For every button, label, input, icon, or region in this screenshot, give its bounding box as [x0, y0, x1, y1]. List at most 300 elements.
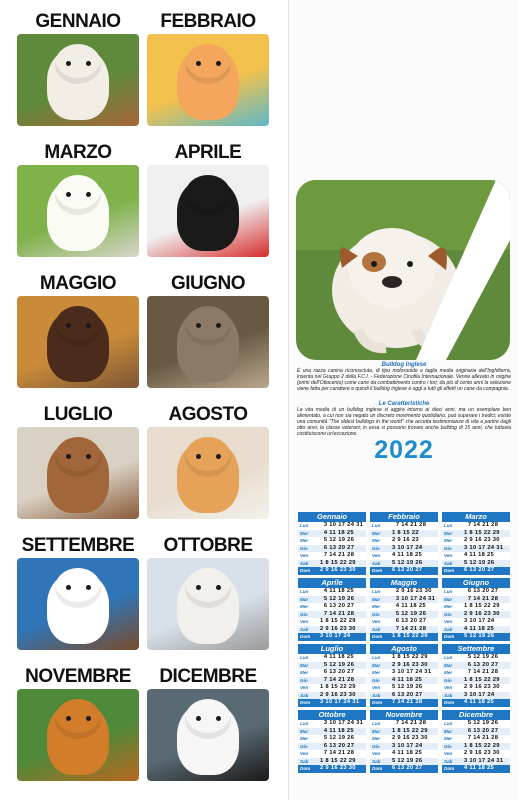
day-label: Gio	[300, 611, 308, 617]
day-label: Mer	[372, 670, 381, 675]
day-label: Mer	[372, 736, 381, 741]
calendar-week-row	[298, 545, 366, 553]
calendar-week-row	[298, 750, 366, 758]
calendar-week-row	[298, 530, 366, 538]
calendar-week-row	[298, 537, 366, 545]
calendar-week-row	[370, 743, 438, 751]
day-label: Mar	[372, 728, 381, 734]
calendar-week-row	[442, 522, 510, 530]
day-numbers: 5 12 19 26	[464, 633, 495, 639]
calendar-month-title: Gennaio	[298, 512, 366, 522]
calendar-week-row	[370, 677, 438, 685]
day-label: Ven	[300, 619, 309, 624]
day-label: Dom	[372, 568, 383, 573]
hero-photo-bulldog	[296, 180, 510, 360]
day-numbers: 5 12 19 26	[392, 610, 427, 617]
day-label: Gio	[444, 545, 452, 551]
month-tile-marzo	[17, 141, 139, 257]
article-subtitle: Le Caratteristiche	[378, 401, 430, 407]
day-label: Ven	[372, 751, 381, 756]
day-numbers: 4 11 18 25	[320, 654, 354, 660]
calendar-month-aprile	[298, 578, 366, 642]
calendar-week-row	[442, 677, 510, 685]
calendar-week-row	[298, 728, 366, 736]
day-numbers: 4 11 18 25	[464, 765, 495, 771]
day-numbers: 3 10 17 24	[464, 691, 495, 698]
month-tile-gennaio	[17, 10, 139, 126]
ginger-kitten-photo	[147, 427, 269, 519]
day-numbers: 6 13 20 27	[320, 544, 355, 551]
calendar-week-row	[370, 611, 438, 619]
day-label: Mer	[444, 670, 453, 675]
calendar-week-row	[298, 677, 366, 685]
day-numbers: 3 10 17 24	[392, 742, 423, 749]
day-label: Sab	[372, 758, 381, 764]
day-numbers: 6 13 20 27	[464, 661, 499, 668]
day-numbers: 6 13 20 27	[320, 669, 355, 675]
day-label: Lun	[444, 589, 453, 594]
dachshund-puppy-photo	[17, 296, 139, 388]
calendar-week-row	[370, 669, 438, 677]
calendar-week-row	[442, 728, 510, 736]
day-numbers: 5 12 19 26	[392, 559, 423, 566]
day-numbers: 1 8 15 22	[392, 529, 419, 536]
black-kitten-photo	[147, 165, 269, 257]
day-numbers: 5 12 19 26	[320, 595, 355, 602]
day-numbers: 1 8 15 22 29	[320, 618, 356, 624]
day-label: Gio	[444, 611, 452, 617]
calendar-week-row	[370, 618, 438, 626]
day-numbers: 7 14 21 28	[392, 720, 427, 726]
day-numbers: 7 14 21 28	[320, 610, 355, 617]
month-name: MAGGIO	[39, 273, 117, 294]
day-numbers: 5 12 19 26	[320, 661, 355, 668]
day-label: Dom	[444, 766, 455, 771]
calendar-week-row	[370, 596, 438, 604]
day-numbers: 3 10 17 24	[320, 633, 351, 639]
day-label: Ven	[300, 685, 309, 690]
day-numbers: 4 11 18 25	[320, 529, 354, 536]
day-numbers: 7 14 21 28	[320, 676, 355, 683]
day-numbers: 3 10 17 24	[464, 618, 495, 624]
calendar-week-row	[298, 720, 366, 728]
calendar-week-row	[442, 618, 510, 626]
day-numbers: 4 11 18 25	[392, 552, 423, 558]
month-tile-agosto	[147, 403, 269, 519]
calendar-week-row	[298, 669, 366, 677]
calendar-week-row	[298, 567, 366, 575]
day-numbers: 3 10 17 24	[392, 544, 423, 551]
calendar-week-row	[370, 567, 438, 575]
day-label: Ven	[444, 685, 453, 690]
day-label: Mar	[372, 662, 381, 668]
calendar-month-dicembre	[442, 710, 510, 774]
month-tile-ottobre	[147, 534, 269, 650]
month-tile-aprile	[147, 141, 269, 257]
calendar-month-agosto	[370, 644, 438, 708]
day-label: Mar	[372, 596, 381, 602]
day-label: Mar	[372, 530, 381, 536]
day-numbers: 1 8 15 22 29	[392, 633, 428, 639]
calendar-week-row	[442, 654, 510, 662]
day-label: Gio	[372, 677, 380, 683]
day-numbers: 5 12 19 26	[392, 757, 423, 764]
calendar-week-row	[442, 626, 510, 634]
calendar-week-row	[370, 758, 438, 766]
calendar-month-title: Aprile	[298, 578, 366, 588]
day-label: Gio	[444, 677, 452, 683]
day-label: Sab	[300, 758, 309, 764]
calendar-year: 2022	[374, 436, 434, 464]
day-numbers: 3 10 17 24 31	[320, 699, 360, 705]
calendar-week-row	[298, 692, 366, 700]
calendar-week-row	[370, 522, 438, 530]
month-name: AGOSTO	[168, 404, 248, 425]
month-name: GENNAIO	[35, 11, 121, 32]
day-numbers: 1 8 15 22 29	[392, 727, 428, 734]
day-label: Mer	[372, 604, 381, 609]
month-name: SETTEMBRE	[21, 535, 135, 556]
article-section-1	[297, 362, 511, 392]
day-numbers: 2 9 16 23 30	[320, 625, 356, 632]
calendar-week-row	[442, 743, 510, 751]
calendar-month-title: Settembre	[442, 644, 510, 654]
day-label: Mer	[444, 604, 453, 609]
day-numbers: 6 13 20 27	[464, 588, 499, 594]
poodle-puppy-photo	[17, 427, 139, 519]
calendar-week-row	[442, 603, 510, 611]
day-label: Sab	[444, 692, 453, 698]
article-section-2	[297, 401, 511, 437]
calendar-week-row	[370, 560, 438, 568]
day-label: Dom	[444, 634, 455, 639]
calendar-week-row	[370, 662, 438, 670]
calendar-week-row	[298, 560, 366, 568]
calendar-week-row	[370, 626, 438, 634]
calendar-week-row	[442, 545, 510, 553]
day-label: Dom	[300, 568, 311, 573]
calendar-week-row	[370, 588, 438, 596]
day-numbers: 1 8 15 22 29	[392, 654, 428, 660]
calendar-month-luglio	[298, 644, 366, 708]
calendar-week-row	[370, 735, 438, 743]
month-name: FEBBRAIO	[160, 11, 256, 32]
day-numbers: 6 13 20 27	[320, 742, 355, 749]
calendar-week-row	[298, 699, 366, 707]
day-label: Mer	[300, 736, 309, 741]
calendar-month-marzo	[442, 512, 510, 576]
calendar-week-row	[370, 692, 438, 700]
calendar-week-row	[442, 552, 510, 560]
calendar-week-row	[298, 552, 366, 560]
calendar-month-novembre	[370, 710, 438, 774]
day-label: Dom	[372, 700, 383, 705]
day-label: Dom	[444, 700, 455, 705]
calendar-week-row	[370, 537, 438, 545]
month-name: DICEMBRE	[159, 666, 257, 687]
day-numbers: 1 8 15 22 29	[464, 529, 500, 536]
calendar-week-row	[442, 588, 510, 596]
calendar-week-row	[298, 735, 366, 743]
day-label: Gio	[372, 545, 380, 551]
calendar-week-row	[442, 669, 510, 677]
day-numbers: 6 13 20 27	[392, 691, 423, 698]
day-label: Mar	[444, 530, 453, 536]
day-numbers: 2 9 16 23 30	[392, 735, 428, 741]
day-numbers: 2 9 16 23 30	[392, 588, 432, 594]
day-label: Mer	[444, 538, 453, 543]
day-label: Mar	[444, 662, 453, 668]
day-numbers: 3 10 17 24 31	[320, 522, 364, 528]
calendar-week-row	[442, 684, 510, 692]
day-numbers: 6 13 20 27	[392, 765, 423, 771]
calendar-month-settembre	[442, 644, 510, 708]
day-label: Lun	[372, 721, 381, 726]
calendar-week-row	[442, 611, 510, 619]
month-name: NOVEMBRE	[25, 666, 131, 687]
calendar-week-row	[442, 662, 510, 670]
calendar-week-row	[298, 522, 366, 530]
article-title: Bulldog Inglese	[381, 362, 427, 368]
month-name: APRILE	[174, 142, 242, 163]
day-label: Lun	[300, 523, 309, 528]
day-label: Gio	[300, 743, 308, 749]
day-label: Mar	[444, 596, 453, 602]
day-numbers: 7 14 21 28	[464, 669, 499, 675]
day-label: Ven	[444, 553, 453, 558]
calendar-month-title: Marzo	[442, 512, 510, 522]
day-numbers: 3 10 17 24 31	[320, 720, 364, 726]
month-tile-febbraio	[147, 10, 269, 126]
month-name: GIUGNO	[170, 273, 246, 294]
day-label: Mer	[372, 538, 381, 543]
month-tile-maggio	[17, 272, 139, 388]
bulldog-photo	[296, 180, 510, 360]
calendar-month-gennaio	[298, 512, 366, 576]
day-numbers: 3 10 17 24 31	[464, 544, 504, 551]
calendar-week-row	[298, 618, 366, 626]
calendar-week-row	[370, 654, 438, 662]
calendar-week-row	[442, 758, 510, 766]
article-paragraph: La vita media di un bulldog inglese si aggira intorno ai dieci anni, ma un esemplare ben alimentato, a cui non sia negato un discreto movimento quotidiano, può superare i tredici; esiste una comunità "The oldest bulldogs in the world" che accetta testimonianze di vita a partire dagli otto anni, la classe veterani; in essa si possono trovare anche bulldog di 15 anni, che tuttavia costituiscono un'eccezione.	[297, 407, 511, 437]
calendar-week-row	[370, 728, 438, 736]
calendar-week-row	[442, 596, 510, 604]
day-numbers: 7 14 21 28	[320, 552, 355, 558]
day-label: Lun	[372, 523, 381, 528]
calendar-week-row	[442, 530, 510, 538]
day-numbers: 3 10 17 24 31	[392, 669, 432, 675]
day-label: Sab	[300, 626, 309, 632]
day-label: Dom	[300, 766, 311, 771]
calendar-week-row	[370, 765, 438, 773]
day-label: Mar	[300, 530, 309, 536]
day-label: Gio	[372, 611, 380, 617]
day-numbers: 5 12 19 26	[464, 559, 495, 566]
day-label: Sab	[300, 692, 309, 698]
month-tile-giugno	[147, 272, 269, 388]
day-numbers: 4 11 18 25	[392, 676, 423, 683]
article-paragraph: È una razza canina riconosciuta, di tipo molossoide e taglia media originaria dell'Inghilterra, inserita nel Gruppo 2 della F.C.I. - Federazione Cinofila Internazionale. Venne allevato in origine (primi dell'Ottocento) come cane da combattimento contro i tori; da più di cento anni la selezione viene fatta per carattere e quindi il bulldog inglese è oggi a tutti gli effetti un cane da compagnia.	[297, 368, 511, 392]
day-numbers: 5 12 19 26	[320, 537, 355, 543]
calendar-month-title: Novembre	[370, 710, 438, 720]
calendar-week-row	[298, 662, 366, 670]
day-numbers: 2 9 16 23 30	[464, 610, 500, 617]
day-numbers: 4 11 18 25	[464, 625, 495, 632]
calendar-week-row	[298, 596, 366, 604]
day-numbers: 7 14 21 28	[464, 522, 499, 528]
day-label: Ven	[300, 553, 309, 558]
day-label: Lun	[444, 721, 453, 726]
calendar-week-row	[370, 633, 438, 641]
calendar-month-title: Luglio	[298, 644, 366, 654]
day-label: Lun	[444, 655, 453, 660]
day-label: Mer	[300, 670, 309, 675]
calendar-week-row	[370, 552, 438, 560]
day-numbers: 7 14 21 28	[392, 699, 423, 705]
day-label: Mar	[300, 728, 309, 734]
day-label: Gio	[444, 743, 452, 749]
day-label: Mar	[300, 596, 309, 602]
calendar-week-row	[442, 699, 510, 707]
day-label: Dom	[300, 700, 311, 705]
day-numbers: 2 9 16 23	[392, 537, 419, 543]
day-numbers: 2 9 16 23 30	[320, 691, 356, 698]
day-numbers: 2 9 16 23 30	[392, 661, 428, 668]
day-numbers: 7 14 21 28	[320, 750, 355, 756]
day-numbers: 4 11 18 25	[320, 588, 354, 594]
day-label: Sab	[372, 692, 381, 698]
day-label: Sab	[300, 560, 309, 566]
calendar-month-ottobre	[298, 710, 366, 774]
day-numbers: 6 13 20 27	[464, 567, 495, 573]
jack-russell-dog-photo	[17, 558, 139, 650]
day-numbers: 3 10 17 24 31	[392, 595, 436, 602]
calendar-month-title: Maggio	[370, 578, 438, 588]
month-name: MARZO	[44, 142, 112, 163]
calendar-week-row	[298, 626, 366, 634]
day-numbers: 7 14 21 28	[392, 625, 427, 632]
calendar-week-row	[442, 735, 510, 743]
calendar-week-row	[442, 765, 510, 773]
day-numbers: 1 8 15 22 29	[464, 676, 500, 683]
day-label: Ven	[372, 685, 381, 690]
calendar-week-row	[298, 684, 366, 692]
day-label: Lun	[300, 589, 309, 594]
day-numbers: 7 14 21 28	[464, 735, 499, 741]
day-numbers: 2 9 16 23 30	[320, 567, 356, 573]
day-numbers: 5 12 19 26	[392, 684, 423, 690]
day-numbers: 2 9 16 23 30	[464, 684, 500, 690]
calendar-week-row	[442, 720, 510, 728]
calendar-week-row	[442, 537, 510, 545]
day-numbers: 1 8 15 22 29	[320, 757, 356, 764]
day-label: Ven	[372, 619, 381, 624]
day-label: Mer	[300, 604, 309, 609]
day-label: Dom	[372, 766, 383, 771]
day-numbers: 4 11 18 25	[320, 727, 354, 734]
day-numbers: 4 11 18 25	[464, 699, 495, 705]
day-numbers: 6 13 20 27	[320, 603, 355, 609]
day-label: Dom	[444, 568, 455, 573]
month-tile-dicembre	[147, 665, 269, 781]
ragdoll-cat-photo	[147, 558, 269, 650]
day-numbers: 2 9 16 23 30	[464, 750, 500, 756]
calendar-week-row	[298, 633, 366, 641]
month-name: OTTOBRE	[163, 535, 253, 556]
day-numbers: 5 12 19 26	[320, 735, 355, 741]
calendar-month-title: Ottobre	[298, 710, 366, 720]
calendar-month-maggio	[370, 578, 438, 642]
day-numbers: 5 12 19 26	[464, 654, 499, 660]
day-label: Lun	[300, 721, 309, 726]
day-label: Gio	[300, 677, 308, 683]
day-label: Ven	[444, 751, 453, 756]
day-label: Sab	[444, 560, 453, 566]
calendar-month-title: Giugno	[442, 578, 510, 588]
calendar-week-row	[370, 750, 438, 758]
day-numbers: 6 13 20 27	[464, 727, 499, 734]
day-numbers: 6 13 20 27	[392, 567, 423, 573]
calendar-week-row	[442, 560, 510, 568]
calendar-week-row	[370, 545, 438, 553]
white-samoyed-puppy-photo	[17, 165, 139, 257]
day-label: Sab	[444, 626, 453, 632]
day-label: Lun	[372, 589, 381, 594]
calendar-week-row	[298, 611, 366, 619]
calendar-week-row	[442, 633, 510, 641]
day-label: Lun	[372, 655, 381, 660]
day-label: Dom	[372, 634, 383, 639]
day-numbers: 1 8 15 22 29	[320, 684, 356, 690]
pomeranian-dog-photo	[17, 689, 139, 781]
calendar-week-row	[298, 588, 366, 596]
day-numbers: 1 8 15 22 29	[464, 742, 500, 749]
black-white-cat-photo	[147, 689, 269, 781]
day-label: Sab	[444, 758, 453, 764]
bulldog-puppy-photo	[17, 34, 139, 126]
calendar-week-row	[370, 530, 438, 538]
day-label: Gio	[372, 743, 380, 749]
month-tile-luglio	[17, 403, 139, 519]
day-numbers: 2 9 16 23 30	[464, 537, 500, 543]
day-numbers: 4 11 18 25	[392, 750, 423, 756]
day-label: Mar	[444, 728, 453, 734]
day-numbers: 3 10 17 24 31	[464, 757, 504, 764]
calendar-week-row	[442, 567, 510, 575]
calendar-week-row	[298, 654, 366, 662]
day-label: Mer	[300, 538, 309, 543]
calendar-month-giugno	[442, 578, 510, 642]
tabby-cat-photo	[147, 296, 269, 388]
calendar-month-title: Dicembre	[442, 710, 510, 720]
calendar-week-row	[370, 603, 438, 611]
day-label: Ven	[300, 751, 309, 756]
day-numbers: 1 8 15 22 29	[320, 559, 356, 566]
day-label: Ven	[372, 553, 381, 558]
day-label: Mer	[444, 736, 453, 741]
day-label: Dom	[300, 634, 311, 639]
day-label: Gio	[300, 545, 308, 551]
calendar-week-row	[442, 750, 510, 758]
day-label: Sab	[372, 560, 381, 566]
calendar-month-febbraio	[370, 512, 438, 576]
day-label: Ven	[444, 619, 453, 624]
day-numbers: 4 11 18 25	[392, 603, 426, 609]
calendar-week-row	[298, 765, 366, 773]
calendar-week-row	[298, 758, 366, 766]
day-numbers: 7 14 21 28	[392, 522, 427, 528]
day-label: Lun	[300, 655, 309, 660]
